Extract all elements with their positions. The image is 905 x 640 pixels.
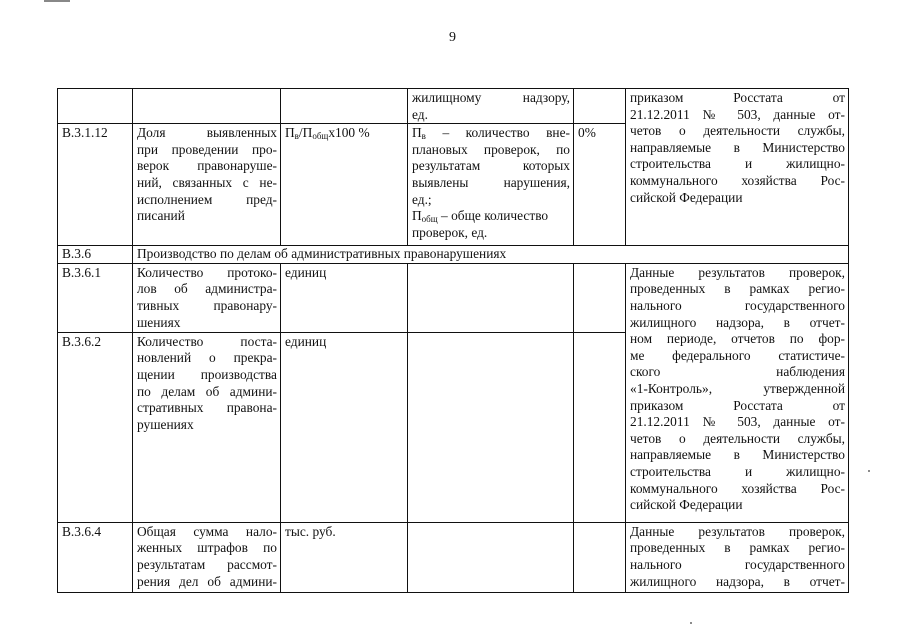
page-number: 9 <box>449 30 456 45</box>
source-line: нального государственного <box>630 556 845 572</box>
name-cell <box>133 332 281 522</box>
source-line: проведенных в рамках регио- <box>630 540 845 556</box>
table-row-b364 <box>58 522 849 592</box>
source-line: 21.12.2011 № 503, данные от- <box>630 106 845 122</box>
code-cell <box>58 124 133 246</box>
name-line: Количество протоко- <box>137 264 277 280</box>
method-line <box>412 208 570 225</box>
name-line: женных штрафов по <box>137 540 277 556</box>
name-line: рушениях <box>137 416 194 432</box>
source-line: ского наблюдения <box>630 364 845 380</box>
method-subscript: в <box>421 131 426 142</box>
method-line <box>412 125 570 142</box>
source-line: приказом Росстата от <box>630 397 845 413</box>
name-line: лов об администра- <box>137 281 277 297</box>
name-cell <box>133 522 281 592</box>
method-cell <box>408 124 574 246</box>
source-line: Данные результатов проверок, <box>630 523 845 539</box>
source-cell <box>626 522 849 592</box>
indicator-value: 0% <box>578 125 596 141</box>
table-row-section-b36 <box>58 246 849 264</box>
value-cell <box>574 522 626 592</box>
scan-speck <box>868 470 870 472</box>
source-line: жилищного надзора, в отчет- <box>630 314 845 330</box>
formula-cell <box>281 124 408 246</box>
source-line: ме федерального статистиче- <box>630 347 845 363</box>
formula-part: х100 % <box>328 125 370 141</box>
unit-cell <box>281 332 408 522</box>
name-line: верок правонаруше- <box>137 158 277 174</box>
method-line: плановых проверок, по <box>412 141 570 157</box>
code-cell <box>58 246 133 264</box>
source-line: четов о деятельности службы, <box>630 123 845 139</box>
method-part: – обще количество <box>437 208 549 224</box>
source-line: 21.12.2011 № 503, данные от- <box>630 414 845 430</box>
source-line: нального государственного <box>630 297 845 313</box>
name-line: шениях <box>137 314 181 330</box>
name-line: Общая сумма нало- <box>137 523 277 539</box>
source-line: приказом Росстата от <box>630 90 845 105</box>
source-line: проведенных в рамках регио- <box>630 281 845 297</box>
section-title-cell <box>133 246 849 264</box>
method-cell <box>408 89 574 124</box>
formula-subscript: в <box>294 131 299 142</box>
method-line: ед. <box>412 106 428 122</box>
source-line: коммунального хозяйства Рос- <box>630 480 845 496</box>
name-line: ний, связанных с не- <box>137 174 277 190</box>
name-line: новлений о прекра- <box>137 350 277 366</box>
source-line: четов о деятельности службы, <box>630 430 845 446</box>
section-title: Производство по делам об административных правонарушениях <box>137 246 507 262</box>
table-row-b361 <box>58 263 849 332</box>
name-line: результатам рассмот- <box>137 556 277 572</box>
name-cell <box>133 124 281 246</box>
formula-subscript: общ <box>312 131 329 142</box>
formula-cell <box>281 89 408 124</box>
table-row-continuation <box>58 89 849 124</box>
indicator-code: В.3.6.4 <box>62 523 102 539</box>
formula <box>285 125 404 142</box>
scan-speck <box>690 622 692 624</box>
code-cell <box>58 89 133 124</box>
source-line: коммунального хозяйства Рос- <box>630 172 845 188</box>
source-line: жилищного надзора, в отчет- <box>630 573 845 589</box>
indicator-unit: единиц <box>285 264 327 280</box>
method-line: результатам которых <box>412 158 570 174</box>
name-line: щении производства <box>137 366 277 382</box>
unit-cell <box>281 263 408 332</box>
name-line: Доля выявленных <box>137 125 277 141</box>
method-cell <box>408 332 574 522</box>
name-line: при проведении про- <box>137 141 277 157</box>
section-code: В.3.6 <box>62 246 92 262</box>
name-line: писаний <box>137 208 185 224</box>
source-cell <box>626 263 849 522</box>
method-cell <box>408 522 574 592</box>
name-line: стративных правона- <box>137 400 277 416</box>
indicator-code: В.3.6.2 <box>62 333 102 349</box>
name-cell <box>133 263 281 332</box>
source-line: ном периоде, отчетов по фор- <box>630 331 845 347</box>
value-cell <box>574 263 626 332</box>
method-line: проверок, ед. <box>412 224 488 240</box>
source-line: направляемые в Министерство <box>630 139 845 155</box>
source-cell <box>626 89 849 246</box>
value-cell <box>574 332 626 522</box>
value-cell <box>574 124 626 246</box>
name-cell <box>133 89 281 124</box>
source-line: строительства и жилищно- <box>630 156 845 172</box>
name-line: Количество поста- <box>137 333 277 349</box>
scan-edge-mark <box>44 0 70 2</box>
indicator-unit: тыс. руб. <box>285 523 336 539</box>
name-line: тивных правонару- <box>137 297 277 313</box>
code-cell <box>58 522 133 592</box>
unit-cell <box>281 522 408 592</box>
method-line: выявлены нарушения, <box>412 174 570 190</box>
formula-part: П <box>285 125 295 141</box>
code-cell <box>58 332 133 522</box>
method-part: П <box>412 125 422 141</box>
name-line: по делам об админи- <box>137 383 277 399</box>
indicator-unit: единиц <box>285 333 327 349</box>
indicator-code: В.3.6.1 <box>62 264 102 280</box>
code-cell <box>58 263 133 332</box>
method-part: – количество вне- <box>425 125 570 141</box>
method-line: ед.; <box>412 191 432 207</box>
source-line: строительства и жилищно- <box>630 463 845 479</box>
method-part: П <box>412 208 422 224</box>
name-line: рения дел об админи- <box>137 573 277 589</box>
source-line: направляемые в Министерство <box>630 447 845 463</box>
source-line: сийской Федерации <box>630 497 743 513</box>
indicators-table <box>57 88 849 593</box>
name-line: исполнением пред- <box>137 191 277 207</box>
formula-part: /П <box>298 125 313 141</box>
indicator-code: В.3.1.12 <box>62 125 108 141</box>
method-subscript: общ <box>421 214 438 225</box>
source-line: «1-Контроль», утвержденной <box>630 380 845 396</box>
source-line: Данные результатов проверок, <box>630 264 845 280</box>
source-line: сийской Федерации <box>630 189 743 205</box>
value-cell <box>574 89 626 124</box>
method-cell <box>408 263 574 332</box>
method-line: жилищному надзору, <box>412 90 570 105</box>
